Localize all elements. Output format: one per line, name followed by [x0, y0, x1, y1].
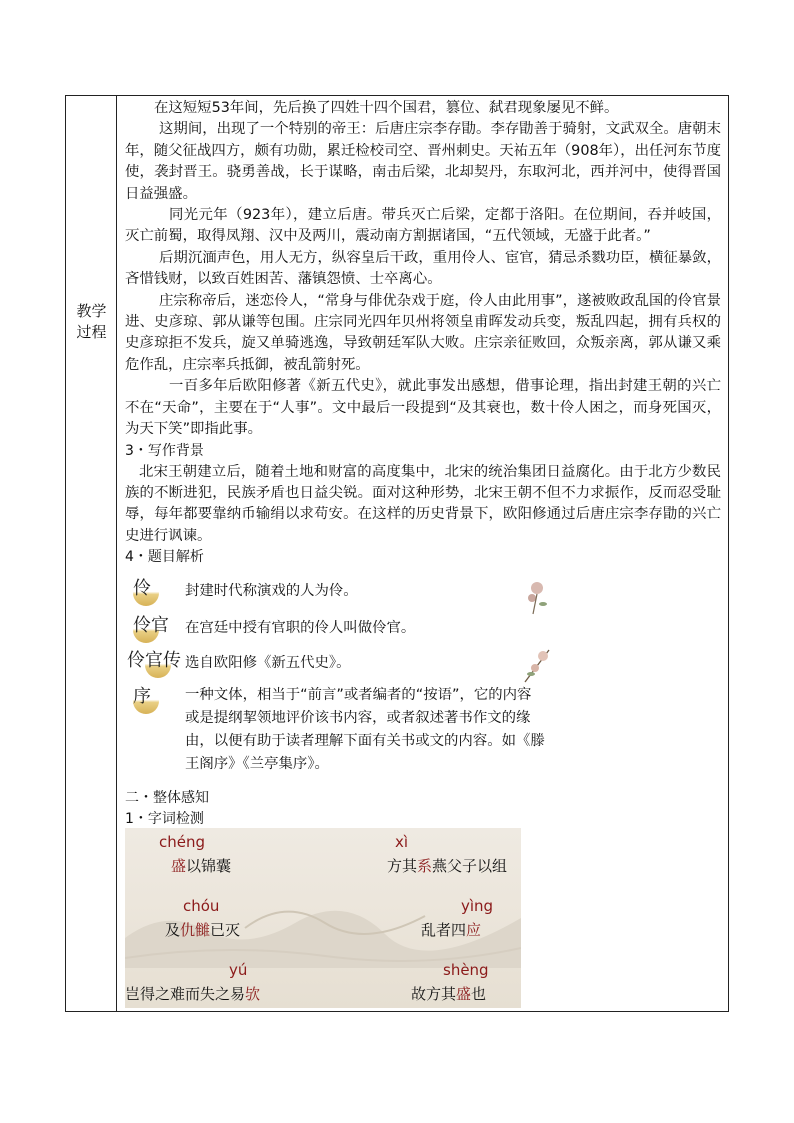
term: 伶 — [133, 578, 151, 599]
section4-heading: 4・题目解析 — [125, 549, 204, 566]
lesson-table — [65, 95, 729, 1012]
history-paragraphs — [125, 98, 721, 441]
term-badge — [127, 613, 177, 641]
term-desc: 封建时代称演戏的人为伶。 — [185, 583, 358, 599]
phrase — [165, 920, 240, 941]
phrase-part: 岂得之难而失之易 — [125, 985, 246, 1003]
highlight-char: 欤 — [245, 985, 261, 1003]
part2-sub: 1・字词检测 — [125, 811, 204, 827]
pinyin: yú — [229, 961, 248, 979]
row-label-line1: 教学 — [76, 302, 107, 320]
highlight-char: 仇雠 — [180, 921, 211, 939]
phrase — [125, 984, 260, 1005]
history-paragraph: 这期间，出现了一个特别的帝王：后唐庄宗李存勖。李存勖善于骑射，文武双全。唐朝末年，随父征战四方，颇有功勋，累迁检校司空、晋州刺史。天祐五年（908年），出任河东节度使，袭封晋王。骁勇善战，长于谋略，南击后梁，北却契丹，东取河北，西并河中，使得晋国日益强盛。 — [125, 121, 721, 202]
section3-text: 北宋王朝建立后，随着土地和财富的高度集中，北宋的统治集团日益腐化。由于北方少数民族的不断进犯，民族矛盾也日益尖锐。面对这种形势，北宋王朝不但不力求振作，反而忍受耻辱，每年都要靠纳币输绢以求苟安。在这样的历史背景下，欧阳修通过后唐庄宗李存勖的兴亡史进行讽谏。 — [125, 463, 721, 544]
phrase — [387, 856, 507, 877]
title-analysis-panel — [125, 576, 545, 796]
row-label — [66, 301, 117, 343]
phrase-part: 燕父子以组 — [432, 857, 508, 875]
term-desc: 一种文体，相当于“前言”或者编者的“按语”，它的内容或是提纲挈领地评价该书内容，或者叙述著书作文的缘由，以便有助于读者理解下面有关书或文的内容。如《滕王阁序》《兰亭集序》。 — [185, 687, 545, 772]
word-check-panel — [125, 828, 521, 1008]
section3-heading: 3・写作背景 — [125, 442, 204, 459]
phrase-part: 也 — [471, 985, 487, 1003]
term-badge — [127, 684, 177, 712]
term-desc: 在宫廷中授有官职的伶人叫做伶官。 — [185, 620, 416, 636]
phrase — [411, 984, 486, 1005]
pinyin: xì — [395, 833, 409, 851]
landscape-background-icon — [125, 868, 521, 968]
phrase — [421, 920, 481, 941]
pinyin: chóu — [183, 897, 220, 915]
phrase-part: 以锦囊 — [186, 857, 232, 875]
pinyin: chéng — [159, 833, 206, 851]
history-paragraph: 同光元年（923年），建立后唐。带兵灭亡后梁，定都于洛阳。在位期间，吞并岐国，灭亡前蜀，取得凤翔、汉中及两川，震动南方割据诸国，“五代领域，无盛于此者。” — [125, 207, 721, 245]
history-paragraph: 一百多年后欧阳修著《新五代史》，就此事发出感想，借事论理，指出封建王朝的兴亡不在“天命”，主要在于“人事”。文中最后一段提到“及其衰也，数十伶人困之，而身死国灭，为天下笑”即指此事。 — [125, 378, 721, 438]
highlight-char: 系 — [417, 857, 433, 875]
term-badge — [127, 648, 181, 676]
phrase-part: 已灭 — [210, 921, 241, 939]
phrase-part: 方其 — [387, 857, 418, 875]
phrase-part: 乱者四 — [421, 921, 467, 939]
part2-heading: 二・整体感知 — [125, 790, 209, 806]
row-label-line2: 过程 — [76, 323, 107, 341]
history-paragraph: 庄宗称帝后，迷恋伶人，“常身与俳优杂戏于庭，伶人由此用事”，遂被败政乱国的伶官景进、史彦琼、郭从谦等包围。庄宗同光四年贝州将领皇甫晖发动兵变，叛乱四起，拥有兵权的史彦琼拒不发兵，旋又单骑逃逸，导致朝廷军队大败。庄宗亲征败回，众叛亲离，郭从谦又乘危作乱，庄宗率兵抵御，被乱箭射死。 — [125, 292, 721, 373]
row-label-cell — [66, 96, 117, 1011]
highlight-char: 应 — [466, 921, 482, 939]
phrase-part: 故方其 — [411, 985, 457, 1003]
phrase-part: 及 — [165, 921, 181, 939]
highlight-char: 盛 — [171, 857, 187, 875]
term: 序 — [133, 686, 151, 707]
phrase — [171, 856, 231, 877]
history-paragraph: 在这短短53年间，先后换了四姓十四个国君，篡位、弑君现象屡见不鲜。 — [154, 100, 619, 116]
term-badge — [127, 576, 177, 604]
term: 伶官 — [133, 615, 169, 636]
content-cell — [125, 98, 721, 1003]
highlight-char: 盛 — [456, 985, 472, 1003]
term: 伶官传 — [127, 650, 181, 671]
pinyin: yìng — [461, 897, 494, 915]
history-paragraph: 后期沉湎声色，用人无方，纵容皇后干政，重用伶人、宦官，猜忌杀戮功臣，横征暴敛，吝惜钱财，以致百姓困苦、藩镇怨愤、士卒离心。 — [125, 249, 721, 288]
term-desc: 选自欧阳修《新五代史》。 — [185, 655, 351, 671]
part2-block — [125, 788, 721, 830]
pinyin: shèng — [443, 961, 489, 979]
